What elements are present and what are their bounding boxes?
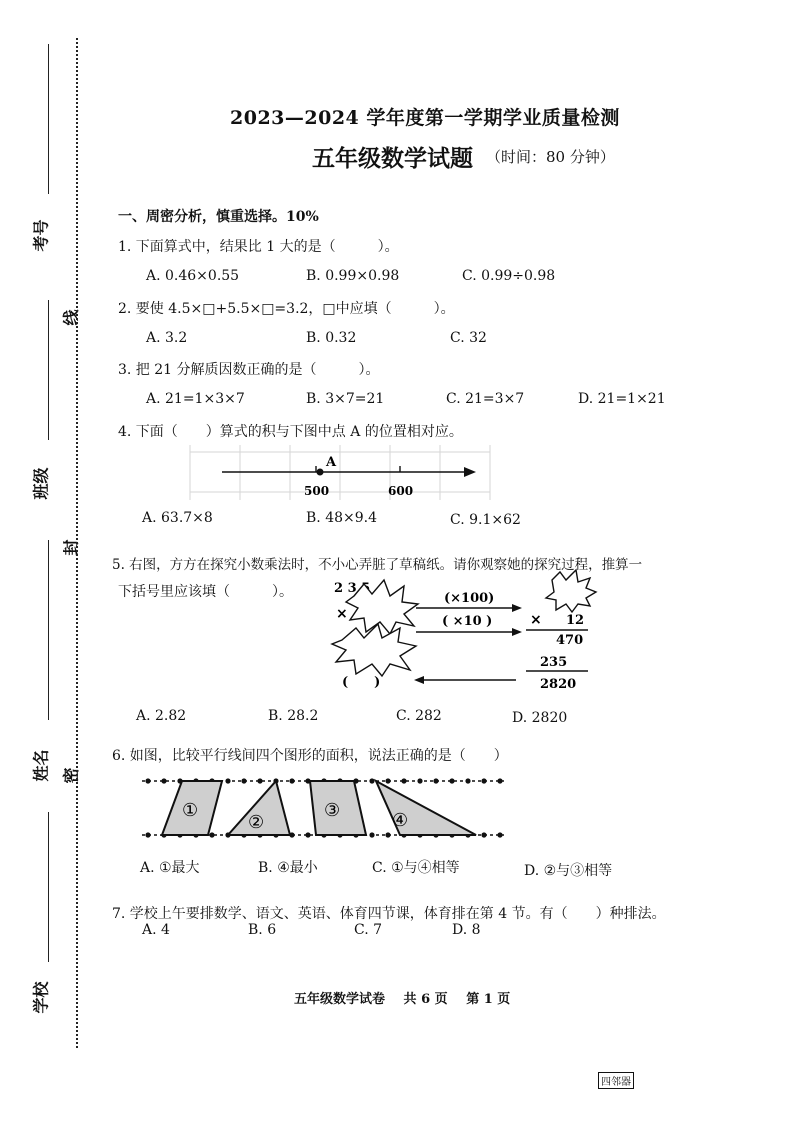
parallel-line-dot (209, 832, 214, 837)
footer-page-number: 第 1 页 (466, 992, 511, 1007)
number-line-figure (180, 440, 510, 510)
question-5-option-c: C. 282 (396, 708, 442, 724)
exam-no-label: 考号 (31, 219, 51, 252)
question-1-stem: 1. 下面算式中，结果比 1 大的是（ ）。 (118, 239, 399, 255)
footer-subject: 五年级数学试卷 (294, 992, 386, 1007)
parallel-line-dot (385, 778, 390, 783)
secret-label: 密 (61, 767, 81, 784)
question-4-stem: 4. 下面（ ）算式的积与下图中点 A 的位置相对应。 (118, 424, 463, 440)
parallel-line-dot (497, 832, 502, 837)
school-blank-line (48, 812, 49, 962)
parallel-line-dot (161, 778, 166, 783)
parallel-line-dot (385, 832, 390, 837)
arrow-x10-head (512, 628, 522, 636)
question-6-option-c: C. ①与④相等 (372, 860, 460, 876)
parallel-line-dot (433, 778, 438, 783)
parallel-line-dot (449, 778, 454, 783)
question-2-option-c: C. 32 (450, 330, 487, 346)
school-label: 学校 (31, 981, 51, 1014)
question-4-option-a: A. 63.7×8 (142, 510, 213, 526)
parallel-line-dot (145, 778, 150, 783)
question-3-option-b: B. 3×7=21 (306, 391, 385, 407)
shape-3-label: ③ (324, 800, 341, 821)
name-label: 姓名 (31, 749, 51, 782)
multiplication-sketch-figure (320, 576, 600, 694)
parallel-line-dot (481, 832, 486, 837)
question-6-option-a: A. ①最大 (140, 860, 200, 876)
question-2-stem: 2. 要使 4.5×□+5.5×□=3.2，□中应填（ ）。 (118, 301, 455, 317)
question-7-option-a: A. 4 (142, 922, 170, 938)
parallel-line-dot (241, 778, 246, 783)
question-6-option-b: B. ④最小 (258, 860, 318, 876)
parallel-line-dot (401, 778, 406, 783)
parallel-line-dot (497, 778, 502, 783)
parallel-line-dot (289, 778, 294, 783)
final-product: 2820 (540, 677, 577, 692)
smudge-blot-right (546, 570, 596, 612)
partial-product-1: 470 (556, 633, 584, 648)
exam-title: 2023—2024 学年度第一学期学业质量检测 (230, 107, 620, 129)
question-3-option-d: D. 21=1×21 (578, 391, 666, 407)
question-7-option-c: C. 7 (354, 922, 383, 938)
question-3-stem: 3. 把 21 分解质因数正确的是（ ）。 (118, 362, 380, 378)
arrow-back-head (414, 676, 424, 684)
exam-no-blank-line (48, 44, 49, 194)
name-blank-line (48, 540, 49, 720)
question-4-option-b: B. 48×9.4 (306, 510, 377, 526)
left-times-sign: × (336, 606, 348, 622)
question-5-option-d: D. 2820 (512, 710, 568, 726)
question-1-option-b: B. 0.99×0.98 (306, 268, 400, 284)
question-5-option-b: B. 28.2 (268, 708, 319, 724)
page-footer (294, 988, 524, 1007)
class-label: 班级 (31, 467, 51, 500)
question-3-option-a: A. 21=1×3×7 (146, 391, 245, 407)
question-1-option-c: C. 0.99÷0.98 (462, 268, 556, 284)
right-times-sign: × (530, 612, 542, 628)
question-7-option-b: B. 6 (248, 922, 277, 938)
question-6-option-d: D. ②与③相等 (524, 863, 613, 879)
question-2-option-b: B. 0.32 (306, 330, 357, 346)
seal-label: 封 (61, 539, 81, 556)
shape-2-label: ② (248, 812, 265, 833)
question-3-option-c: C. 21=3×7 (446, 391, 525, 407)
point-a-label: A (326, 455, 337, 470)
arrow-label-x100: (×100) (444, 591, 495, 606)
time-note: （时间：80 分钟） (486, 148, 615, 166)
parallel-line-dot (257, 778, 262, 783)
question-7-option-d: D. 8 (452, 922, 481, 938)
question-6-stem: 6. 如图，比较平行线间四个图形的面积，说法正确的是（ ） (112, 748, 508, 764)
answer-parentheses: ( ) (342, 675, 381, 690)
parallel-line-dot (305, 832, 310, 837)
shape-4-triangle (376, 781, 476, 835)
shape-1-label: ① (182, 800, 199, 821)
parallel-line-dot (417, 778, 422, 783)
parallel-line-dot (465, 778, 470, 783)
left-multiplicand: 2 3 5 (334, 581, 371, 596)
number-line-arrow (464, 467, 476, 477)
question-7-stem: 7. 学校上午要排数学、语文、英语、体育四节课，体育排在第 4 节。有（ ）种排法。 (112, 906, 666, 922)
arrow-x100-head (512, 604, 522, 612)
corner-watermark: 四邻器 (598, 1072, 634, 1089)
arrow-label-x10: ( ×10 ) (442, 614, 493, 629)
question-5-stem-line2: 下括号里应该填（ ）。 (118, 584, 293, 600)
smudge-blot-bottom (332, 624, 416, 676)
binding-dotted-line (76, 38, 78, 1048)
class-blank-line (48, 300, 49, 440)
question-1-option-a: A. 0.46×0.55 (146, 268, 240, 284)
right-factor: 12 (566, 613, 585, 628)
question-5-option-a: A. 2.82 (136, 708, 187, 724)
parallel-line-dot (481, 778, 486, 783)
footer-total-pages: 共 6 页 (403, 992, 448, 1007)
partial-product-2: 235 (540, 655, 568, 670)
parallel-line-dot (369, 778, 374, 783)
parallel-shapes-figure (140, 768, 510, 848)
question-5-stem-line1: 5. 右图，方方在探究小数乘法时，不小心弄脏了草稿纸。请你观察她的探究过程，推算一 (112, 557, 643, 573)
question-4-option-c: C. 9.1×62 (450, 512, 521, 528)
parallel-line-dot (369, 832, 374, 837)
tick-label-500: 500 (304, 484, 330, 498)
parallel-line-dot (225, 778, 230, 783)
tick-label-600: 600 (388, 484, 414, 498)
section-heading: 一、周密分析，慎重选择。10% (118, 209, 319, 225)
point-a-dot (317, 469, 324, 476)
question-2-option-a: A. 3.2 (146, 330, 188, 346)
shape-4-label: ④ (392, 810, 409, 831)
parallel-line-dot (145, 832, 150, 837)
paper-title: 五年级数学试题 (312, 145, 473, 172)
line-label: 线 (61, 309, 81, 326)
